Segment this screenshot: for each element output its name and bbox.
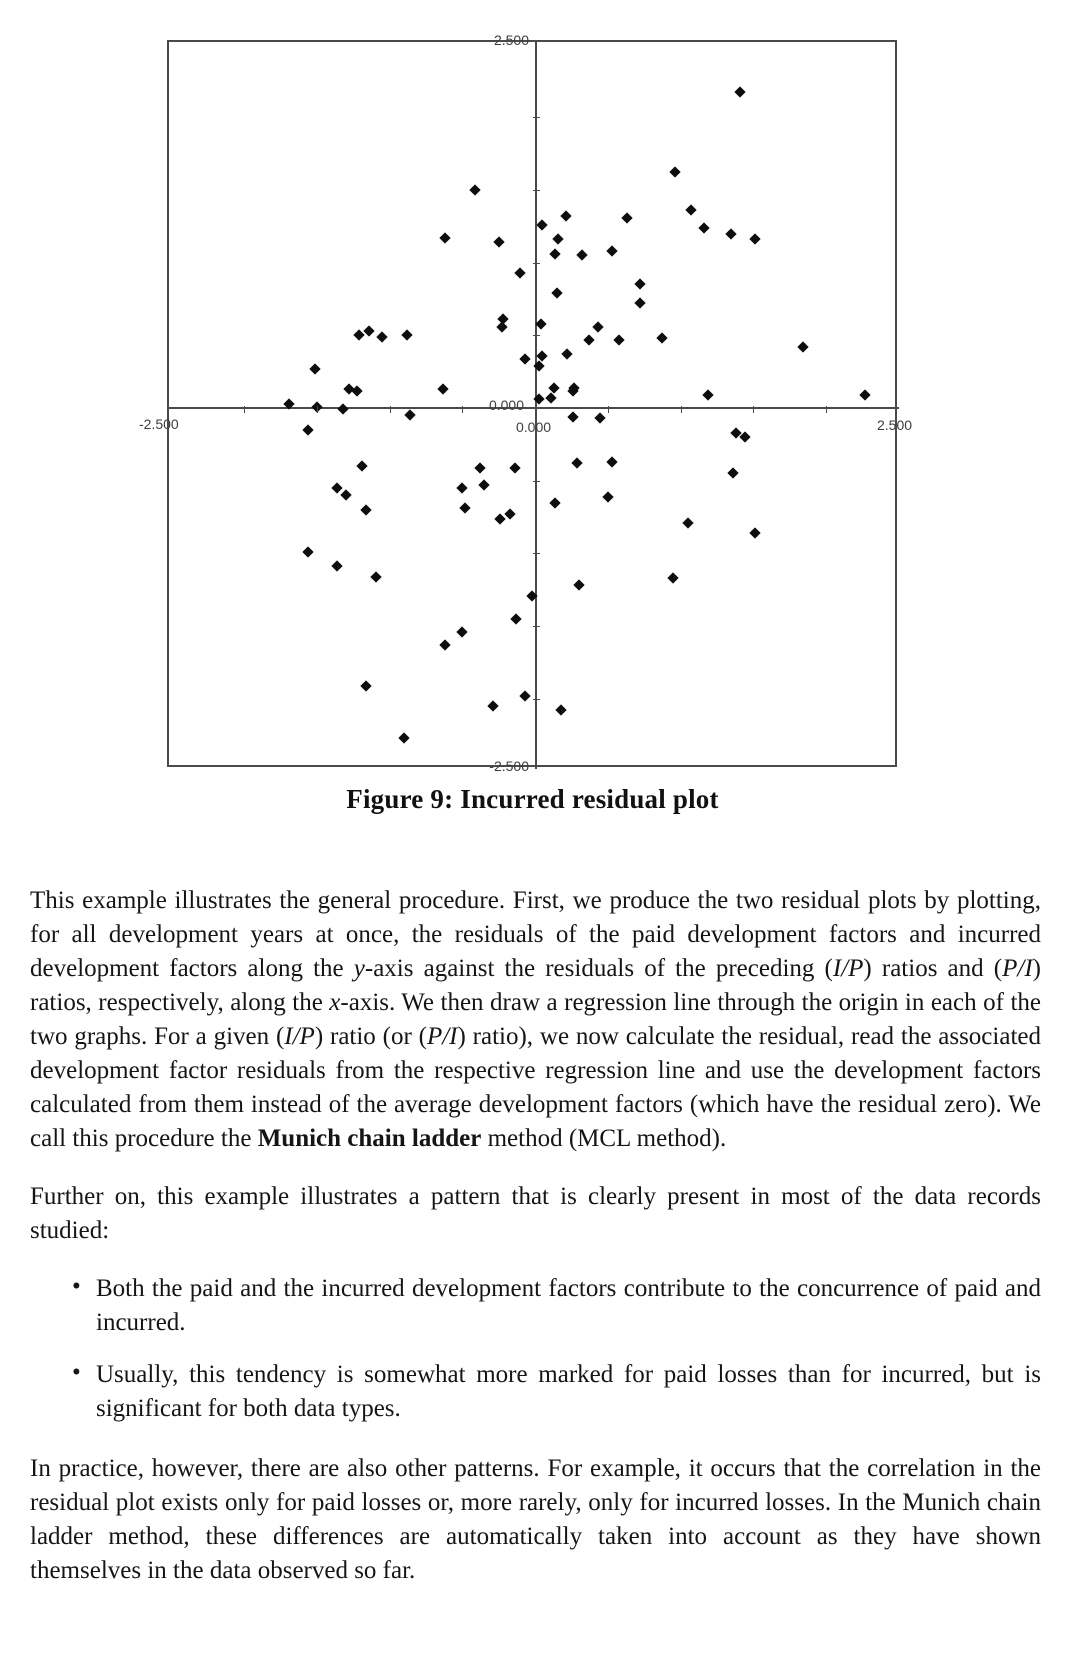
data-point (493, 237, 504, 248)
data-point (572, 458, 583, 469)
data-point (496, 321, 507, 332)
data-point (606, 456, 617, 467)
data-point (302, 424, 313, 435)
y-axis-tick (533, 335, 540, 336)
data-point (553, 234, 564, 245)
list-item (30, 1358, 1041, 1426)
data-point (352, 385, 363, 396)
data-point (470, 184, 481, 195)
data-point (377, 331, 388, 342)
data-point (505, 508, 516, 519)
data-point (337, 404, 348, 415)
data-point (634, 279, 645, 290)
data-point (592, 321, 603, 332)
data-point (474, 462, 485, 473)
x-zero-tick-label: 0.000 (516, 419, 552, 435)
data-point (398, 732, 409, 743)
list-item (30, 1272, 1041, 1340)
data-point (561, 349, 572, 360)
data-point (371, 571, 382, 582)
data-point (361, 680, 372, 691)
y-axis-line (535, 42, 537, 769)
x-axis-line (169, 407, 899, 409)
data-point (682, 517, 693, 528)
data-point (519, 353, 530, 364)
data-point (457, 482, 468, 493)
data-point (487, 700, 498, 711)
x-axis-tick (608, 406, 609, 413)
data-point (749, 234, 760, 245)
data-point (459, 503, 470, 514)
data-point (685, 205, 696, 216)
data-point (634, 298, 645, 309)
data-point (515, 267, 526, 278)
x-max-tick-label: 2.500 (877, 417, 913, 433)
data-point (439, 232, 450, 243)
data-point (478, 479, 489, 490)
data-point (545, 392, 556, 403)
y-axis-tick (533, 553, 540, 554)
data-point (560, 210, 571, 221)
data-point (567, 411, 578, 422)
y-axis-tick (533, 190, 540, 191)
data-point (669, 167, 680, 178)
data-point (656, 333, 667, 344)
data-point (302, 546, 313, 557)
data-point (734, 87, 745, 98)
bullet-text: Usually, this tendency is somewhat more marked for paid losses than for incurred, but is significant for both data types. (96, 1361, 1041, 1422)
data-point (519, 690, 530, 701)
figure-caption: Figure 9: Incurred residual plot (346, 784, 719, 814)
data-point (573, 580, 584, 591)
data-point (606, 245, 617, 256)
y-axis-tick (533, 117, 540, 118)
data-point (702, 389, 713, 400)
data-point (310, 363, 321, 374)
bullet-text: Both the paid and the incurred development factors contribute to the concurrence of paid and incurred. (96, 1275, 1041, 1336)
paragraph-procedure: This example illustrates the general procedure. First, we produce the two residual plots by plotting, for all development years at once, the residuals of the paid development factors and incurred development factors along the y-axis against the residuals of the preceding (I/P) ratios and (P/I) ratios, respectively, along the x-axis. We then draw a regression line through the origin in each of the two graphs. For a given (I/P) ratio (or (P/I) ratio), we now calculate the residual, read the associated development factor residuals from the respective regression line and use the development factors calculated from them instead of the average development factors (which have the residual zero). We call this procedure the Munich chain ladder method (MCL method). (30, 887, 1041, 1152)
data-point (537, 219, 548, 230)
body-text (30, 884, 1041, 1612)
x-axis-tick (681, 406, 682, 413)
data-point (550, 248, 561, 259)
data-point (614, 334, 625, 345)
data-point (698, 222, 709, 233)
data-point (363, 325, 374, 336)
plot-area (167, 40, 897, 767)
data-point (602, 491, 613, 502)
data-point (576, 250, 587, 261)
data-point (668, 572, 679, 583)
data-point (510, 613, 521, 624)
data-point (595, 413, 606, 424)
y-max-tick-label: 2.500 (493, 32, 529, 48)
y-zero-tick-label: 0.000 (488, 397, 524, 413)
data-point (331, 482, 342, 493)
data-point (621, 212, 632, 223)
data-point (457, 626, 468, 637)
data-point (438, 383, 449, 394)
y-axis-tick (533, 263, 540, 264)
x-axis-tick (317, 406, 318, 413)
bullet-marker: • (72, 1359, 81, 1386)
data-point (749, 527, 760, 538)
x-axis-tick (826, 406, 827, 413)
x-min-tick-label: -2.500 (139, 416, 179, 432)
paragraph-pattern-intro: Further on, this example illustrates a pattern that is clearly present in most of the data records studied: (30, 1183, 1041, 1244)
data-point (797, 341, 808, 352)
data-point (727, 468, 738, 479)
data-point (439, 639, 450, 650)
bullet-list (30, 1272, 1041, 1426)
data-point (860, 389, 871, 400)
data-point (340, 490, 351, 501)
data-point (356, 460, 367, 471)
data-point (550, 497, 561, 508)
y-axis-tick (533, 699, 540, 700)
paragraph-other-patterns: In practice, however, there are also other patterns. For example, it occurs that the correlation in the residual plot exists only for paid losses or, more rarely, only for incurred losses. In the Munich chain ladder method, these differences are automatically taken into account as they have shown themselves in the data observed so far. (30, 1455, 1041, 1584)
data-point (556, 705, 567, 716)
bullet-marker: • (72, 1273, 81, 1300)
data-point (509, 462, 520, 473)
y-min-tick-label: -2.500 (489, 758, 529, 774)
y-axis-tick (533, 481, 540, 482)
data-point (583, 334, 594, 345)
data-point (331, 561, 342, 572)
x-axis-tick (244, 406, 245, 413)
data-point (361, 504, 372, 515)
data-point (404, 410, 415, 421)
data-point (551, 287, 562, 298)
x-axis-tick (462, 406, 463, 413)
x-axis-tick (390, 406, 391, 413)
data-point (401, 330, 412, 341)
y-axis-tick (533, 626, 540, 627)
x-axis-tick (753, 406, 754, 413)
data-point (726, 228, 737, 239)
